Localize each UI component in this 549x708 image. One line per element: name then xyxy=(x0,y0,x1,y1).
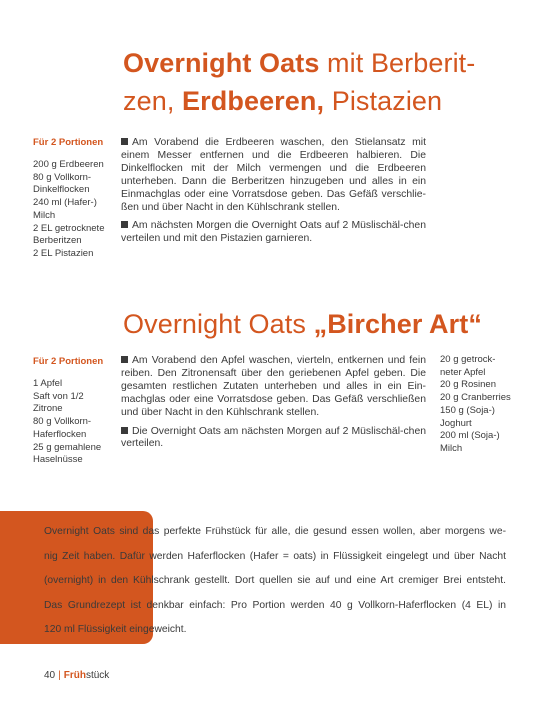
ingredient-line: 150 g (Soja-) xyxy=(440,404,495,416)
intro-text xyxy=(44,520,506,643)
recipe1-title-part-2: zen, xyxy=(123,86,183,116)
ingredient-line: Joghurt xyxy=(440,417,472,429)
recipe1-title-bold-1: Overnight Oats xyxy=(123,48,320,78)
ingredient-line: Zitrone xyxy=(33,403,63,415)
ingredient-line: 1 Apfel xyxy=(33,378,63,389)
bullet-square-icon xyxy=(121,356,128,363)
ingredient-line: neter Apfel xyxy=(440,366,486,378)
intro-line: (overnight) in den Kühlschrank gestellt. Dort quellen sie auf und eine Art cremiger Brei entsteht. xyxy=(44,575,506,587)
ingredient-line: Dinkelflocken xyxy=(33,184,90,196)
intro-line: 120 ml Flüssigkeit eingeweicht. xyxy=(44,624,187,636)
recipe2-portions: Für 2 Portionen xyxy=(33,356,104,367)
recipe1-step-2: Am nächsten Morgen die Overnight Oats auf 2 Müslischäl-chen verteilen und mit den Pistazien garnieren. xyxy=(121,220,426,245)
intro-line: nig Zeit haben. Dafür werden Haferflocken (Hafer = oats) in Flüssigkeit eingelegt und über Nacht xyxy=(44,550,506,562)
page-footer xyxy=(44,670,109,681)
bullet-square-icon xyxy=(121,221,128,228)
recipe2-step-2: Die Overnight Oats am nächsten Morgen auf 2 Müslischäl-chen verteilen. xyxy=(121,425,426,450)
footer-separator: | xyxy=(58,670,61,681)
recipe1-title-part-1: mit Berberit- xyxy=(319,48,476,78)
ingredient-line: 25 g gemahlene xyxy=(33,441,102,453)
recipe2-title-normal: Overnight Oats xyxy=(123,309,314,339)
recipe1-ingredients xyxy=(33,159,118,261)
bullet-square-icon xyxy=(121,138,128,145)
ingredient-line: 200 g Erdbeeren xyxy=(33,159,104,170)
ingredient-line: Haselnüsse xyxy=(33,454,83,466)
ingredient-line: 20 g Cranberries xyxy=(440,392,511,404)
page-number: 40 xyxy=(44,670,56,681)
intro-line: Das Grundrezept ist denkbar einfach: Pro Portion werden 40 g Vollkorn-Haferflocken (4 EL) in xyxy=(44,599,506,611)
ingredient-line: Milch xyxy=(440,442,463,454)
ingredient-line: 20 g Rosinen xyxy=(440,379,496,391)
ingredient-line: Berberitzen xyxy=(33,235,82,247)
ingredient-line: 2 EL getrocknete xyxy=(33,222,105,234)
bullet-square-icon xyxy=(121,427,128,434)
footer-section-title: Frühstück xyxy=(63,670,110,681)
recipe1-portions: Für 2 Portionen xyxy=(33,137,104,148)
recipe1-step-1: Am Vorabend die Erdbeeren waschen, den Stielansatz mit einem Messer entfernen und die Erdbeeren halbieren. Die Dinkelflocken mit der Milch vermengen und die Erdbeeren unterheben. Dann die Berberitzen hinzugeben und alles in ein Einmachglas oder eine Vorratsdose geben. Das Gefäß verschlie-ßen und über Nacht in den Kühlschrank stellen. xyxy=(121,137,426,213)
ingredient-line: 200 ml (Soja-) xyxy=(440,430,500,442)
intro-line: Overnight Oats sind das perfekte Frühstück für alle, die gesund essen wollen, aber morgens we- xyxy=(44,526,506,537)
recipe2-title xyxy=(123,305,523,343)
recipe2-ingredients-right xyxy=(440,354,525,456)
recipe2-step-1: Am Vorabend den Apfel waschen, vierteln, entkernen und fein reiben. Den Zitronensaft über den geriebenen Apfel geben. Die gesamten restlichen Zutaten unterheben und alles in ein Ein-machglas oder eine Vorratsdose geben. Das Gefäß verschließen und über Nacht in den Kühlschrank stellen. xyxy=(121,355,426,418)
ingredient-line: 80 g Vollkorn- xyxy=(33,416,92,428)
ingredient-line: 2 EL Pistazien xyxy=(33,247,94,259)
recipe2-title-bold: „Bircher Art“ xyxy=(313,309,482,339)
recipe1-instructions xyxy=(121,137,426,252)
ingredient-line: Haferflocken xyxy=(33,428,87,440)
ingredient-line: 80 g Vollkorn- xyxy=(33,171,92,183)
ingredient-line: 240 ml (Hafer-) xyxy=(33,197,97,209)
ingredient-line: 20 g getrock- xyxy=(440,354,496,365)
recipe1-title-bold-2: Erdbeeren, xyxy=(182,86,325,116)
ingredient-line: Saft von 1/2 xyxy=(33,390,84,402)
recipe1-title-part-3: Pistazien xyxy=(324,86,443,116)
recipe1-title xyxy=(123,44,523,120)
recipe2-ingredients-left xyxy=(33,378,118,467)
ingredient-line: Milch xyxy=(33,209,56,221)
recipe2-instructions xyxy=(121,355,426,457)
